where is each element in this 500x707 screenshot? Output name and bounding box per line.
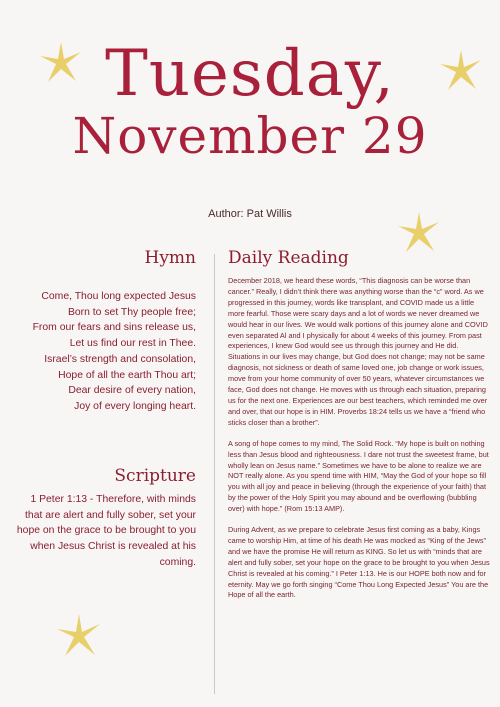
scripture-text: 1 Peter 1:13 - Therefore, with minds that are alert and fully sober, set your hope on the grace to be brought to you when Jesus Christ is revealed at his coming. [16, 494, 196, 568]
hymn-heading: Hymn [144, 248, 196, 268]
page-title-date: November 29 [72, 107, 428, 165]
star-icon [55, 612, 103, 660]
reading-paragraph: A song of hope comes to my mind, The Solid Rock. “My hope is built on nothing less than Jesus blood and righteousness. I dare not trust the sweetest frame, but wholly lean on Jesus name.” Sometimes we have to be alone to realize we are NOT really alone. As you spend time with HIM, “May the God of your hope so fill you with all joy and peace in believing (through the experience of your faith) that by the power of the Holy Spirit you may abound and be overflowing (bubbling over) with hope.” (Rom 15:13 AMP). [228, 438, 489, 514]
hymn-line: From our fears and sins release us, [32, 322, 196, 334]
reading-paragraph: December 2018, we heard these words, “This diagnosis can be worse than cancer.” Really, I didn’t think there was anything worse than the “c” word. As we progressed in this journey, words like transplant, and COVID made us a little more fearful. Those were scary days and a lot of words we never dreamed we would hear in our lives. We would walk portions of this journey alone and COVID even separated Al and I physically for about 4 weeks of this journey. From past experiences, I knew God would see us through this journey and He did. Situations in our lives may change, but God does not change; may not be same diagnosis, not sickness or death of same loved one, job change or work issues, move from your home community of over 50 years, whatever circumstances we face, God does not change. He moves with us through each situation, preparing us for the next one. Experiences are our best teachers, which reminded me over and over, that our hope is in HIM. Proverbs 18:24 tells us we have a “friend who sticks closer than a brother”. [228, 276, 488, 427]
author-line: Author: Pat Willis [208, 208, 292, 220]
daily-reading-heading: Daily Reading [228, 248, 349, 268]
hymn-line: Let us find our rest in Thee. [69, 338, 196, 350]
daily-reading-body [228, 276, 490, 611]
scripture-heading: Scripture [114, 466, 196, 486]
hymn-line: Joy of every longing heart. [74, 400, 196, 412]
hymn-line: Born to set Thy people free; [67, 306, 196, 318]
hymn-line: Come, Thou long expected Jesus [41, 291, 196, 302]
hymn-line: Dear desire of every nation, [68, 385, 196, 397]
page-title-day: Tuesday, [105, 37, 395, 111]
hymn-line: Israel’s strength and consolation, [44, 353, 196, 365]
reading-paragraph: During Advent, as we prepare to celebrate Jesus first coming as a baby, Kings came to worship Him, at time of his death He was mocked as “King of the Jews” and we have the promise He will return as KING. So let us with “minds that are alert and fully sober, set your hope on the grace to be brought to you when Jesus Christ is revealed at his coming.” I Peter 1:13. He is our HOPE both now and for eternity. May we go forth singing “Come Thou Long Expected Jesus” You are the Hope of all the earth. [228, 525, 490, 600]
column-divider [214, 254, 215, 694]
hymn-line: Hope of all the earth Thou art; [58, 369, 196, 381]
hymn-verse [33, 289, 196, 415]
